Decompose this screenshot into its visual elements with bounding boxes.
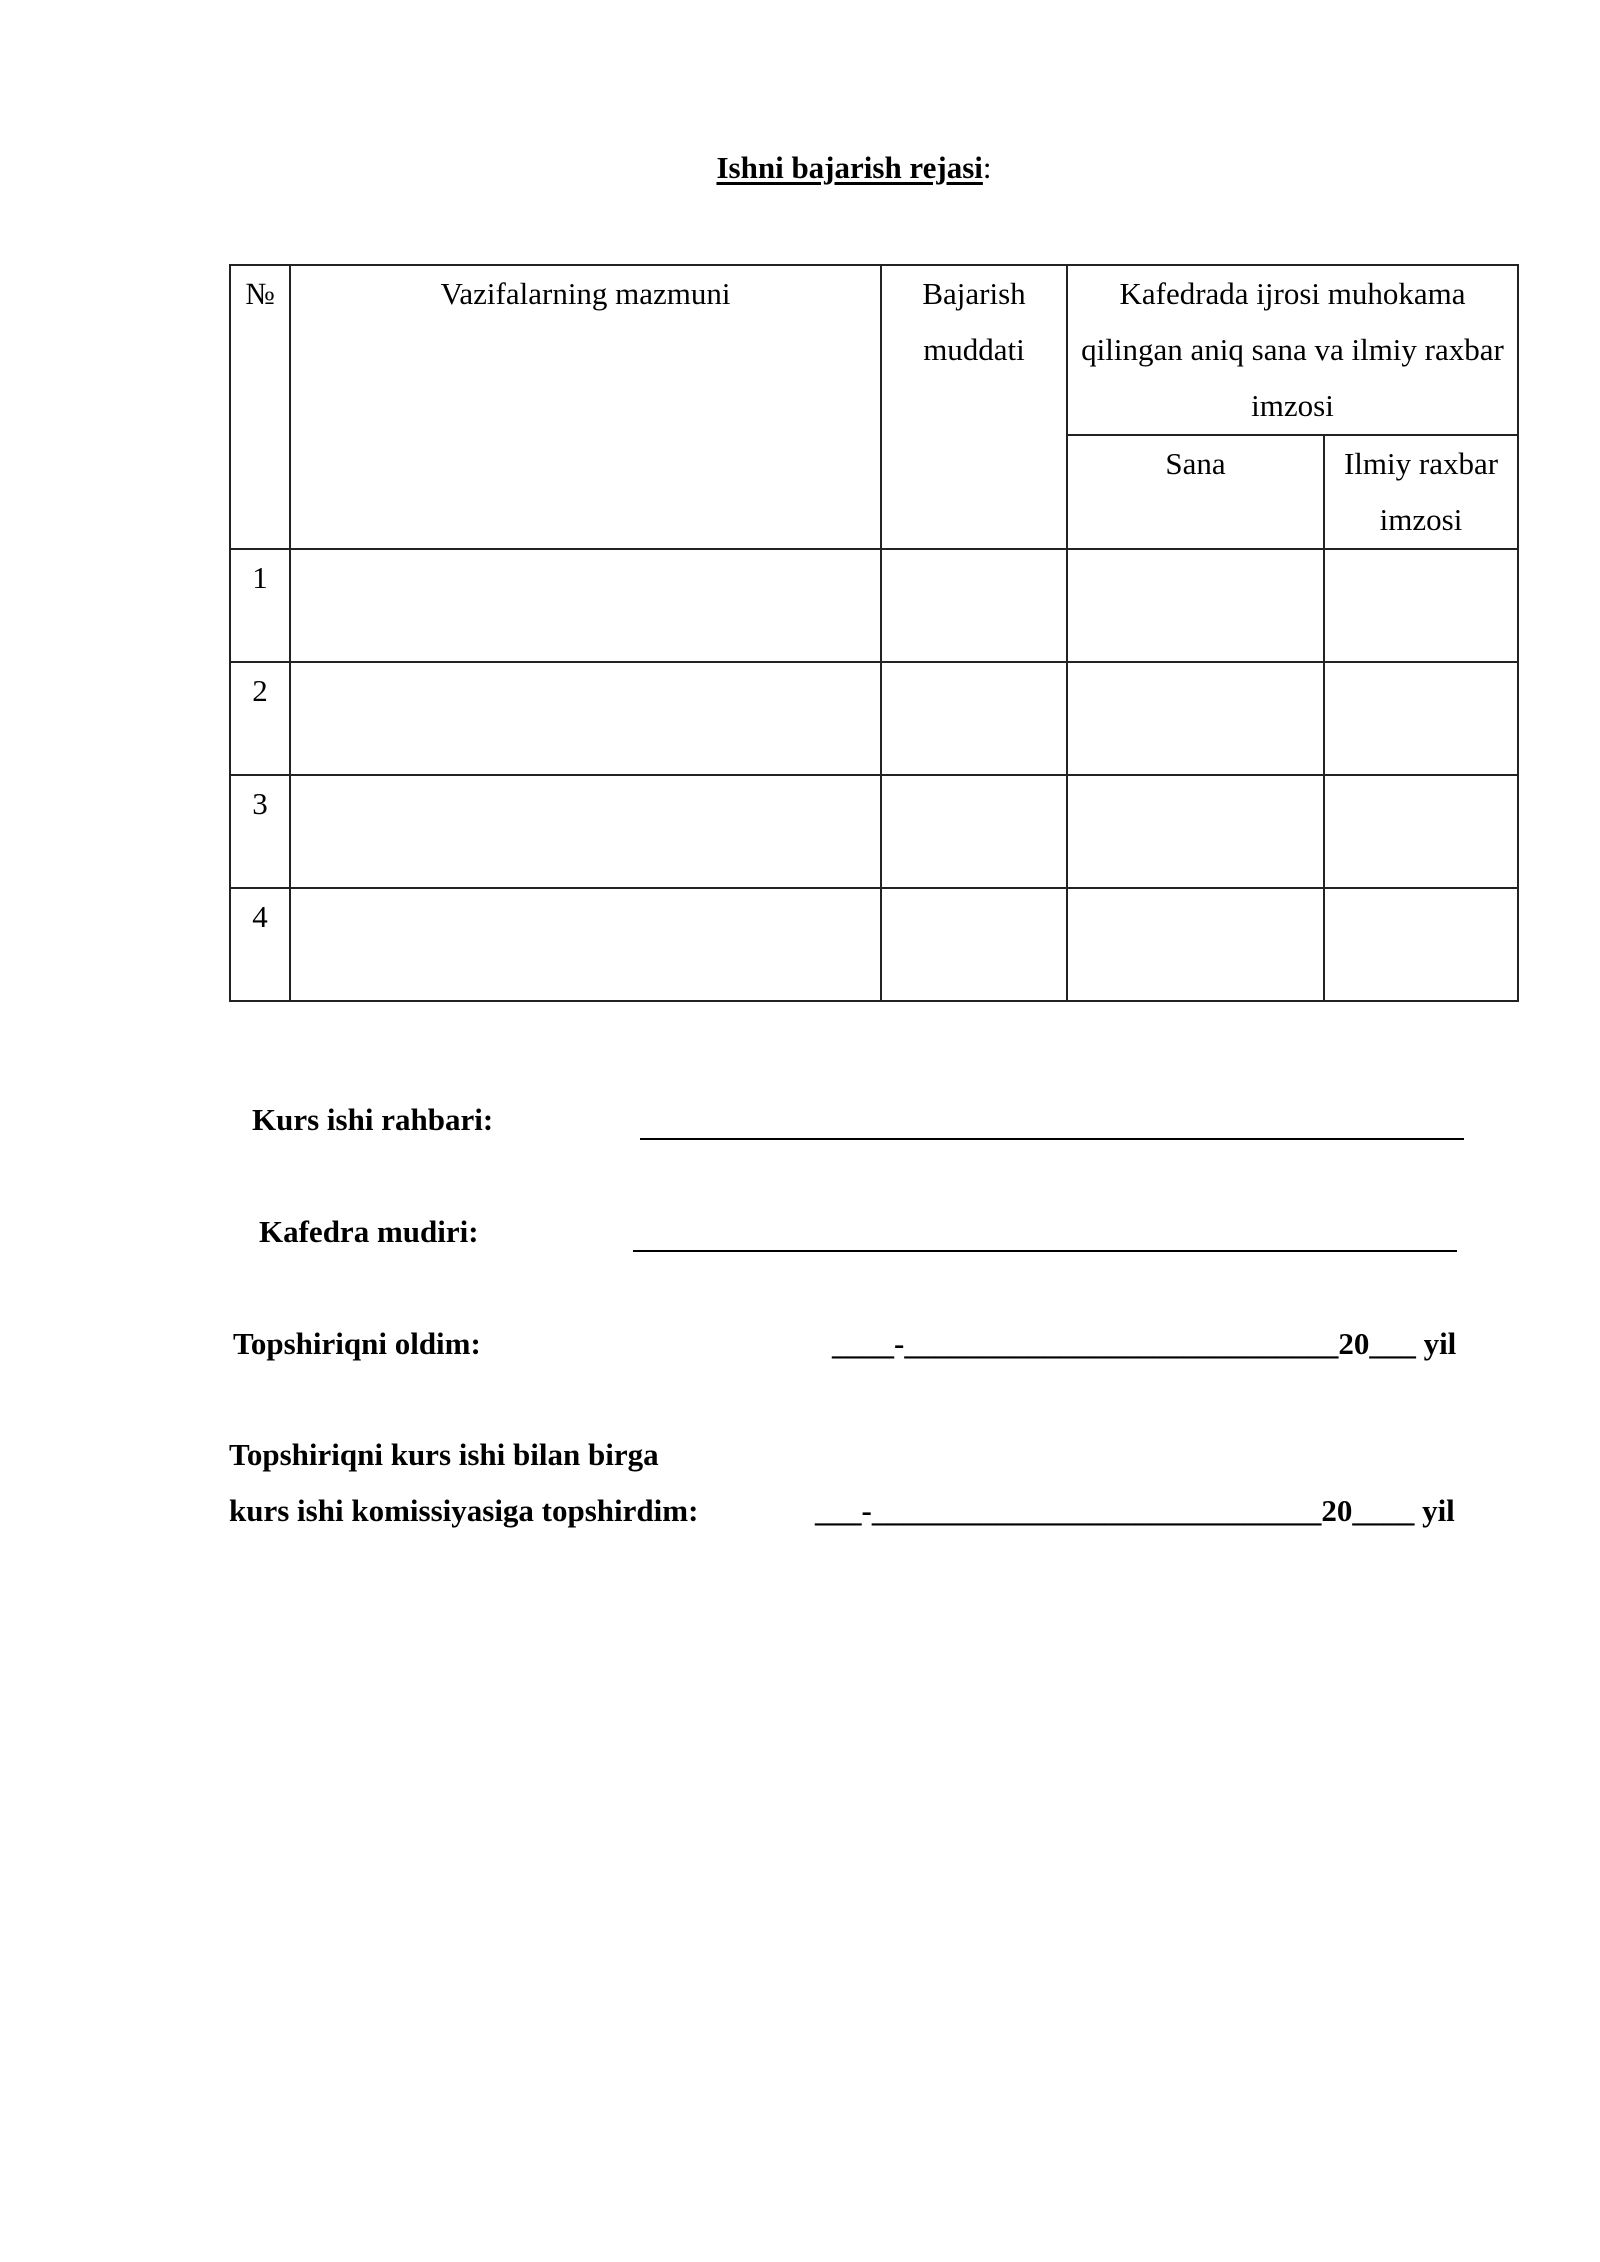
header-date: Sana — [1067, 435, 1324, 549]
deadline-cell[interactable] — [881, 549, 1067, 662]
department-head-label: Kafedra mudiri: — [259, 1214, 479, 1249]
table-row — [230, 662, 1518, 775]
date-cell[interactable] — [1067, 662, 1324, 775]
task-content-cell[interactable] — [290, 662, 881, 775]
task-content-cell[interactable] — [290, 888, 881, 1001]
header-deadline: Bajarish muddati — [881, 265, 1067, 549]
header-num: № — [230, 265, 290, 549]
submitted-label-line2: kurs ishi komissiyasiga topshirdim: — [229, 1493, 699, 1528]
signature-cell[interactable] — [1324, 662, 1518, 775]
date-cell[interactable] — [1067, 549, 1324, 662]
supervisor-label: Kurs ishi rahbari: — [252, 1102, 494, 1137]
page-title-colon: : — [982, 150, 992, 185]
header-signature: Ilmiy raxbar imzosi — [1324, 435, 1518, 549]
submitted-label-line1: Topshiriqni kurs ishi bilan birga — [229, 1437, 659, 1472]
department-head-signature-line[interactable] — [633, 1250, 1457, 1252]
work-plan-table — [229, 264, 1519, 1002]
table-row — [230, 888, 1518, 1001]
supervisor-signature-line[interactable] — [640, 1138, 1464, 1140]
task-content-cell[interactable] — [290, 549, 881, 662]
date-cell[interactable] — [1067, 775, 1324, 888]
row-number: 2 — [230, 662, 290, 775]
deadline-cell[interactable] — [881, 662, 1067, 775]
signature-cell[interactable] — [1324, 888, 1518, 1001]
signature-cell[interactable] — [1324, 775, 1518, 888]
submitted-date[interactable]: ___-_____________________________20____ yil — [815, 1493, 1455, 1528]
header-content: Vazifalarning mazmuni — [290, 265, 881, 549]
table-row — [230, 775, 1518, 888]
page-title — [0, 150, 1600, 186]
row-number: 1 — [230, 549, 290, 662]
page-title-text: Ishni bajarish rejasi — [716, 150, 983, 185]
signature-cell[interactable] — [1324, 549, 1518, 662]
received-date[interactable]: ____-____________________________20___ yil — [832, 1326, 1457, 1361]
date-cell[interactable] — [1067, 888, 1324, 1001]
received-label: Topshiriqni oldim: — [233, 1326, 481, 1361]
row-number: 3 — [230, 775, 290, 888]
table-row — [230, 549, 1518, 662]
row-number: 4 — [230, 888, 290, 1001]
deadline-cell[interactable] — [881, 775, 1067, 888]
header-discussion: Kafedrada ijrosi muhokama qilingan aniq sana va ilmiy raxbar imzosi — [1067, 265, 1518, 435]
deadline-cell[interactable] — [881, 888, 1067, 1001]
task-content-cell[interactable] — [290, 775, 881, 888]
